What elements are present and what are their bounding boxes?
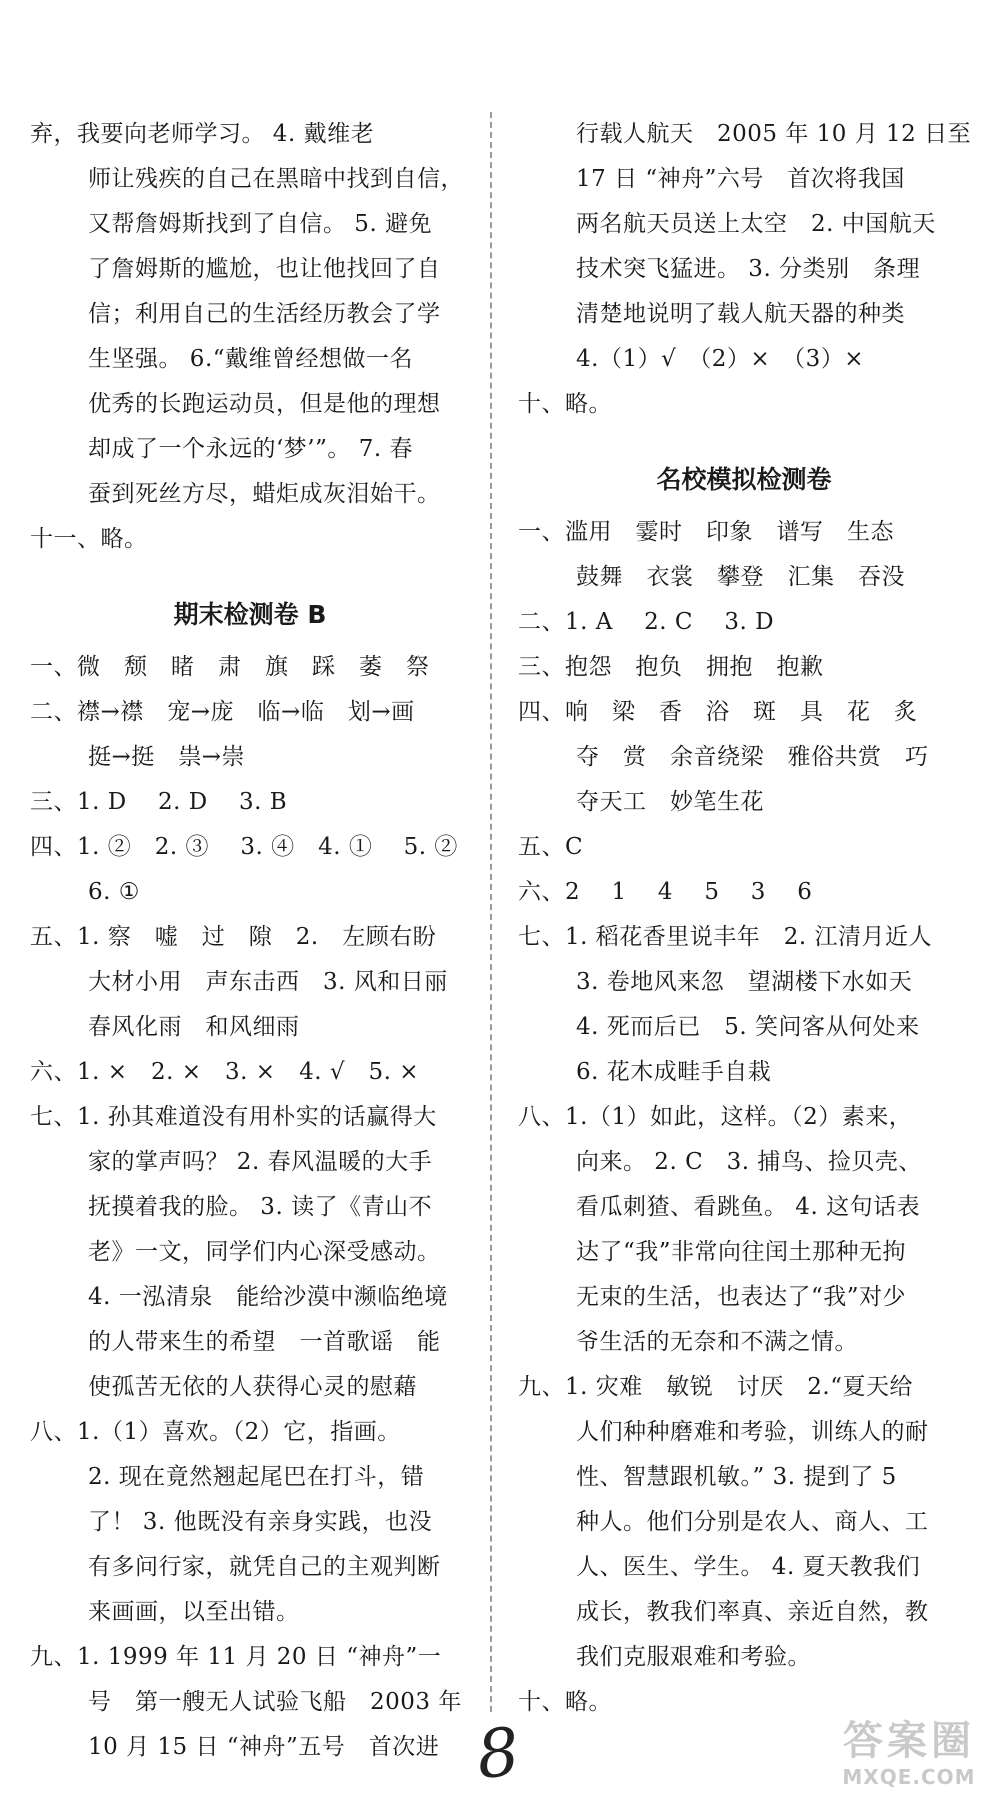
answer-line: 无束的生活，也表达了“我”对少 xyxy=(576,1284,907,1310)
answer-line: 的人带来生的希望 一首歌谣 能 xyxy=(88,1329,441,1355)
answer-line: 六、2 1 4 5 3 6 xyxy=(518,879,813,905)
watermark-logo xyxy=(834,1716,984,1796)
left-answers-bottom xyxy=(30,645,470,1770)
watermark-url: MXQE.COM xyxy=(842,1765,976,1789)
answer-line: 技术突飞猛进。 3. 分类别 条理 xyxy=(576,256,921,282)
answer-line: 二、襟→襟 宠→庞 临→临 划→画 xyxy=(30,699,415,725)
answer-line: 九、1. 灾难 敏锐 讨厌 2.“夏天给 xyxy=(518,1374,913,1400)
answer-line: 成长，教我们率真、亲近自然，教 xyxy=(576,1599,929,1625)
answer-line: 来画画，以至出错。 xyxy=(88,1599,300,1625)
answer-line: 挺→挺 祟→崇 xyxy=(88,744,246,770)
answer-line: 三、1. D 2. D 3. B xyxy=(30,789,288,815)
answer-line: 有多问行家，就凭自己的主观判断 xyxy=(88,1554,441,1580)
answer-line: 十、略。 xyxy=(518,391,612,417)
answer-line: 抚摸着我的脸。 3. 读了《青山不 xyxy=(88,1194,433,1220)
answer-line: 却成了一个永远的‘梦’”。 7. 春 xyxy=(88,436,413,462)
answer-line: 6. 花木成畦手自栽 xyxy=(576,1059,772,1085)
answer-line: 两名航天员送上太空 2. 中国航天 xyxy=(576,211,936,237)
answer-line: 夺天工 妙笔生花 xyxy=(576,789,764,815)
answer-line: 优秀的长跑运动员，但是他的理想 xyxy=(88,391,441,417)
answer-line: 老》一文，同学们内心深受感动。 xyxy=(88,1239,441,1265)
left-column xyxy=(30,112,470,1770)
answer-line: 五、1. 察 嘘 过 隙 2. 左顾右盼 xyxy=(30,924,437,950)
answer-line: 了！ 3. 他既没有亲身实践，也没 xyxy=(88,1509,433,1535)
answer-line: 春风化雨 和风细雨 xyxy=(88,1014,300,1040)
answer-line: 号 第一艘无人试验飞船 2003 年 xyxy=(88,1689,462,1715)
page-number: 8 xyxy=(473,1713,523,1794)
answer-line: 6. ① xyxy=(88,879,140,905)
answer-line: 十一、略。 xyxy=(30,526,148,552)
answer-line: 七、1. 稻花香里说丰年 2. 江清月近人 xyxy=(518,924,933,950)
column-divider xyxy=(490,112,492,1712)
answer-line: 性、智慧跟机敏。” 3. 提到了 5 xyxy=(576,1464,897,1490)
section-heading-mock-exam: 名校模拟检测卷 xyxy=(656,465,832,494)
answer-line: 家的掌声吗？ 2. 春风温暖的大手 xyxy=(88,1149,433,1175)
answer-line: 又帮詹姆斯找到了自信。 5. 避免 xyxy=(88,211,433,237)
left-answers-top xyxy=(30,112,470,562)
right-column xyxy=(518,112,970,1725)
right-answers-top xyxy=(518,112,970,427)
answer-line: 十、略。 xyxy=(518,1689,612,1715)
answer-line: 我们克服艰难和考验。 xyxy=(576,1644,811,1670)
answer-line: 大材小用 声东击西 3. 风和日丽 xyxy=(88,969,448,995)
answer-line: 4. 死而后已 5. 笑问客从何处来 xyxy=(576,1014,920,1040)
answer-line: 种人。他们分别是农人、商人、工 xyxy=(576,1509,929,1535)
answer-line: 爷生活的无奈和不满之情。 xyxy=(576,1329,858,1355)
answer-line: 人、医生、学生。 4. 夏天教我们 xyxy=(576,1554,921,1580)
answer-line: 三、抱怨 抱负 拥抱 抱歉 xyxy=(518,654,824,680)
answer-line: 生坚强。 6.“戴维曾经想做一名 xyxy=(88,346,414,372)
answer-line: 师让残疾的自己在黑暗中找到自信， xyxy=(88,166,464,192)
answer-line: 九、1. 1999 年 11 月 20 日 “神舟”一 xyxy=(30,1644,442,1670)
answer-line: 4.（1）√ （2）× （3）× xyxy=(576,346,865,372)
answer-line: 信；利用自己的生活经历教会了学 xyxy=(88,301,441,327)
answer-line: 2. 现在竟然翘起尾巴在打斗，错 xyxy=(88,1464,425,1490)
answer-line: 4. 一泓清泉 能给沙漠中濒临绝境 xyxy=(88,1284,448,1310)
answer-line: 鼓舞 衣裳 攀登 汇集 吞没 xyxy=(576,564,905,590)
answer-line: 四、1. ② 2. ③ 3. ④ 4. ① 5. ② xyxy=(30,834,458,860)
answer-line: 10 月 15 日 “神舟”五号 首次进 xyxy=(88,1734,440,1760)
answer-line: 清楚地说明了载人航天器的种类 xyxy=(576,301,905,327)
answer-line: 人们种种磨难和考验，训练人的耐 xyxy=(576,1419,929,1445)
answer-line: 一、微 颓 睹 肃 旗 踩 萎 祭 xyxy=(30,654,430,680)
answer-line: 17 日 “神舟”六号 首次将我国 xyxy=(576,166,905,192)
answer-line: 夺 赏 余音绕梁 雅俗共赏 巧 xyxy=(576,744,929,770)
answer-line: 看瓜刺猹、看跳鱼。 4. 这句话表 xyxy=(576,1194,921,1220)
watermark-text: 答案圈 xyxy=(843,1718,975,1764)
answer-line: 八、1.（1）如此，这样。（2）素来， xyxy=(518,1104,913,1130)
answer-line: 了詹姆斯的尴尬，也让他找回了自 xyxy=(88,256,441,282)
right-answers-bottom xyxy=(518,510,970,1725)
answer-line: 向来。 2. C 3. 捕鸟、捡贝壳、 xyxy=(576,1149,922,1175)
answer-line: 一、滥用 霎时 印象 谱写 生态 xyxy=(518,519,894,545)
answer-line: 行载人航天 2005 年 10 月 12 日至 xyxy=(576,121,972,147)
answer-line: 蚕到死丝方尽，蜡炬成灰泪始干。 xyxy=(88,481,441,507)
section-heading-final-exam-b: 期末检测卷 B xyxy=(173,600,327,629)
answer-line: 3. 卷地风来忽 望湖楼下水如天 xyxy=(576,969,913,995)
answer-line: 二、1. A 2. C 3. D xyxy=(518,609,775,635)
answer-line: 五、C xyxy=(518,834,584,860)
answer-line: 八、1.（1）喜欢。（2）它，指画。 xyxy=(30,1419,401,1445)
answer-line: 七、1. 孙其难道没有用朴实的话赢得大 xyxy=(30,1104,437,1130)
answer-line: 使孤苦无依的人获得心灵的慰藉 xyxy=(88,1374,417,1400)
answer-line: 弃，我要向老师学习。 4. 戴维老 xyxy=(30,121,375,147)
answer-line: 六、1. × 2. × 3. × 4. √ 5. × xyxy=(30,1059,420,1085)
answer-line: 达了“我”非常向往闰土那种无拘 xyxy=(576,1239,907,1265)
answer-line: 四、响 梁 香 浴 斑 具 花 炙 xyxy=(518,699,918,725)
